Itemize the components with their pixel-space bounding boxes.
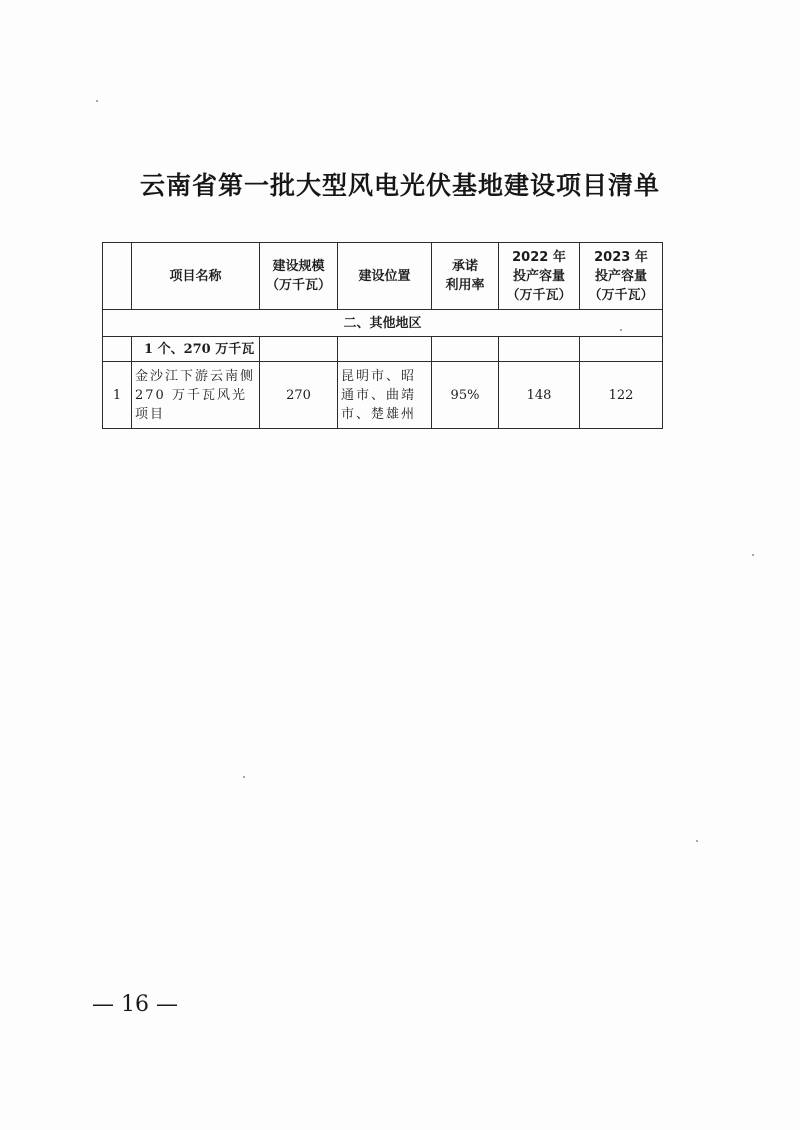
- project-list-table: [102, 242, 663, 429]
- header-utilization-label: 承诺 利用率: [445, 259, 485, 293]
- document-title: 云南省第一批大型风电光伏基地建设项目清单: [139, 171, 660, 200]
- row-location: 昆明市、昭通市、曲靖市、楚雄州: [338, 362, 432, 429]
- row-project-name: 金沙江下游云南侧 270 万千瓦风光项目: [132, 362, 260, 429]
- row-capacity-2022: 148: [499, 362, 580, 429]
- group-empty-cell: [580, 337, 663, 362]
- page-number: — 16 —: [92, 992, 178, 1017]
- group-label: 1 个、270 万千瓦: [132, 337, 260, 362]
- header-capacity-2023: [580, 243, 663, 310]
- scan-speck: [96, 100, 98, 102]
- table-row: [103, 362, 663, 429]
- row-utilization: 95%: [432, 362, 499, 429]
- group-empty-cell: [499, 337, 580, 362]
- row-scale: 270: [260, 362, 338, 429]
- scan-speck: [752, 554, 754, 556]
- header-index: [103, 243, 132, 310]
- table-section-row: [103, 310, 663, 337]
- section-title: 二、其他地区: [103, 310, 663, 337]
- header-capacity-2022: [499, 243, 580, 310]
- group-index-cell: [103, 337, 132, 362]
- scan-speck: [243, 776, 245, 778]
- header-scale: [260, 243, 338, 310]
- table-header-row: [103, 243, 663, 310]
- row-index: 1: [103, 362, 132, 429]
- group-empty-cell: [260, 337, 338, 362]
- scan-speck: [696, 840, 698, 842]
- header-scale-label: 建设规模 （万千瓦）: [265, 259, 331, 293]
- row-capacity-2023: 122: [580, 362, 663, 429]
- header-capacity-2022-label: 2022 年 投产容量 （万千瓦）: [506, 249, 572, 303]
- scan-speck: [620, 329, 622, 331]
- table-group-row: [103, 337, 663, 362]
- header-utilization: [432, 243, 499, 310]
- header-location: 建设位置: [338, 243, 432, 310]
- header-project-name: 项目名称: [132, 243, 260, 310]
- group-empty-cell: [432, 337, 499, 362]
- group-empty-cell: [338, 337, 432, 362]
- header-capacity-2023-label: 2023 年 投产容量 （万千瓦）: [588, 249, 654, 303]
